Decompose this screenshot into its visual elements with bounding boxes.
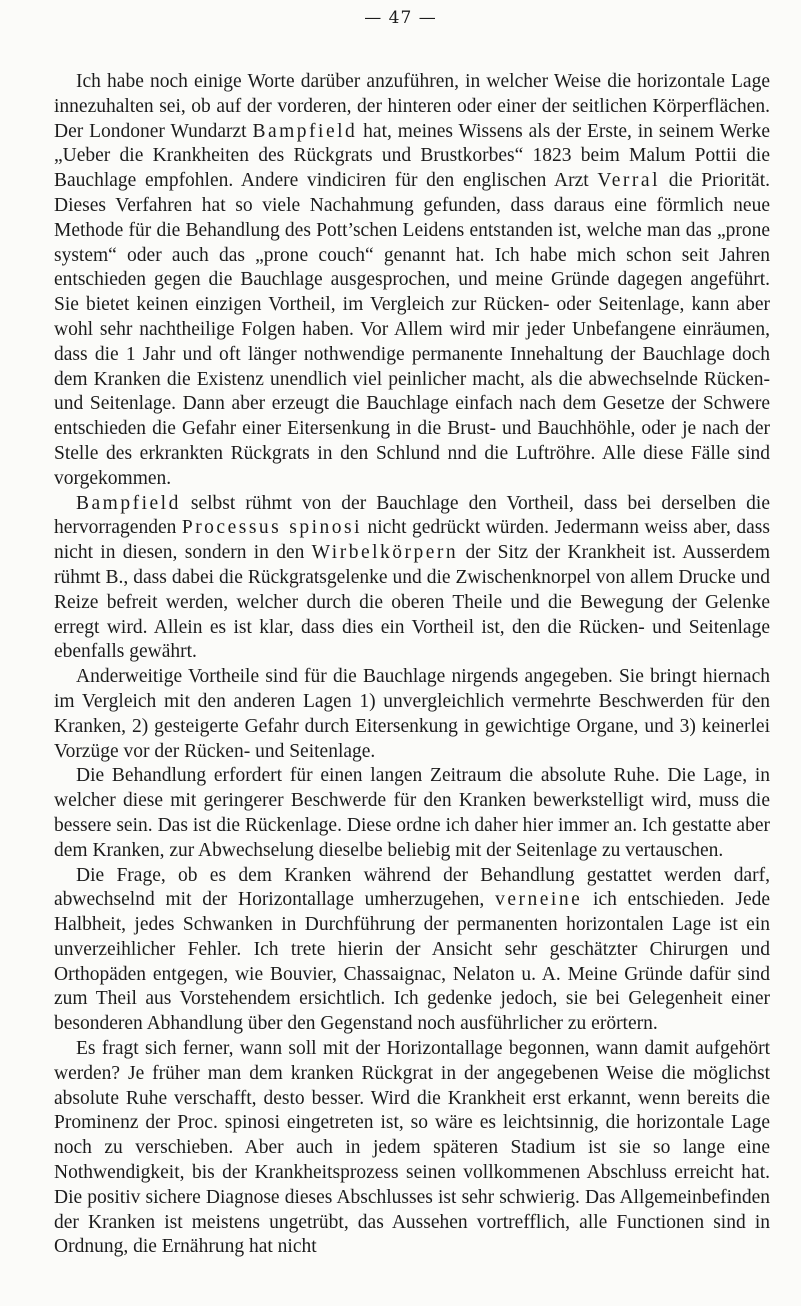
text-segment: die Priorität. Dieses Verfahren hat so viele Nachahmung gefunden, dass daraus eine förmlich neue Methode für die Behandlung des Pott’schen Leidens entstanden ist, welche man das „prone system“ oder auch das „prone couch“ genannt hat. Ich habe mich schon seit Jahren entschieden gegen die Bauchlage ausgesprochen, und meine Gründe dagegen angeführt. Sie bietet keinen einzigen Vortheil, im Vergleich zur Rücken- oder Seitenlage, kann aber wohl sehr nachtheilige Folgen haben. Vor Allem wird mir jeder Unbefangene einräumen, dass die 1 Jahr und oft länger nothwendige permanente Innehaltung der Bauchlage doch dem Kranken die Existenz unendlich viel peinlicher macht, als die abwechselnde Rücken- und Seitenlage. Dann aber erzeugt die Bauchlage einfach nach dem Gesetze der Schwere entschieden die Gefahr einer Eitersenkung in die Brust- und Bauchhöhle, oder je nach der Stelle des erkrankten Rückgrats in den Schlund nnd die Luftröhre. Alle diese Fälle sind vorgekommen. — [54, 170, 770, 489]
text-segment: nicht gedrückt würden. Jedermann weiss aber, dass nicht in diesen, sondern in den — [54, 517, 770, 564]
body-text — [54, 70, 770, 1260]
text-segment: selbst rühmt von der Bauchlage den Vortheil, dass bei derselben die hervorragenden — [54, 492, 770, 539]
page-number: — 47 — — [364, 8, 437, 28]
text-segment: der Sitz der Krankheit ist. Ausserdem rühmt B., dass dabei die Rückgratsgelenke und die Zwischenknorpel von allem Drucke und Reize befreit werden, welcher durch die oberen Theile und die Bewegung der Gelenke erregt wird. Allein es ist klar, dass dies ein Vortheil ist, den die Rücken- und Seitenlage ebenfalls gewährt. — [54, 542, 770, 663]
text-segment: Es fragt sich ferner, wann soll mit der Horizontallage begonnen, wann damit aufgehört werden? Je früher man dem kranken Rückgrat in der angegebenen Weise die möglichst absolute Ruhe verschafft, desto besser. Wird die Krankheit erst erkannt, wenn bereits die Prominenz der Proc. spinosi eingetreten ist, so wäre es leichtsinnig, die horizontale Lage noch zu verschieben. Aber auch in jedem späteren Stadium ist sie so lange eine Nothwendigkeit, bis der Krankheitsprozess seinen vollkommenen Abschluss erreicht hat. Die positiv sichere Diagnose dieses Abschlusses ist sehr schwierig. Das Allgemeinbefinden der Kranken ist meistens ungetrübt, das Aussehen vortrefflich, alle Functionen sind in Ordnung, die Ernährung hat nicht — [54, 1038, 770, 1258]
emphasized-text: Verral — [597, 170, 660, 192]
paragraph — [54, 764, 770, 863]
text-segment: Ich habe noch einige Worte darüber anzuführen, in welcher Weise die horizontale Lage innezuhalten sei, ob auf der vorderen, der hinteren oder einer der seitlichen Körperflächen. Der Londoner Wundarzt — [54, 71, 770, 142]
emphasized-text: Wirbelkörpern — [311, 542, 459, 564]
paragraph — [54, 864, 770, 1038]
paragraph — [54, 70, 770, 492]
paragraph — [54, 665, 770, 764]
text-segment: Die Frage, ob es dem Kranken während der Behandlung gestattet werden darf, abwechselnd mit der Horizontallage umherzugehen, — [54, 864, 770, 911]
emphasized-text: Bampfield — [252, 120, 358, 142]
text-segment: Die Behandlung erfordert für einen langen Zeitraum die absolute Ruhe. Die Lage, in welcher diese mit geringerer Beschwerde für den Kranken bewerkstelligt wird, muss die bessere sein. Das ist die Rückenlage. Diese ordne ich daher hier immer an. Ich gestatte aber dem Kranken, zur Abwechselung dieselbe beliebig mit der Seitenlage zu vertauschen. — [54, 765, 770, 861]
emphasized-text: Bampfield — [76, 492, 181, 514]
paragraph — [54, 1037, 770, 1260]
emphasized-text: verneine — [495, 889, 583, 911]
text-segment: hat, meines Wissens als der Erste, in seinem Werke „Ueber die Krankheiten des Rückgrats und Brustkorbes“ 1823 beim Malum Pottii die Bauchlage empfohlen. Andere vindiciren für den englischen Arzt — [54, 120, 770, 192]
emphasized-text: Processus spinosi — [181, 517, 363, 539]
text-segment: Anderweitige Vortheile sind für die Bauchlage nirgends angegeben. Sie bringt hiernach im Vergleich mit den anderen Lagen 1) unvergleichlich vermehrte Beschwerden für den Kranken, 2) gesteigerte Gefahr durch Eitersenkung in gewichtige Organe, und 3) keinerlei Vorzüge vor der Rücken- und Seitenlage. — [54, 666, 770, 762]
paragraph — [54, 492, 770, 666]
text-segment: ich entschieden. Jede Halbheit, jedes Schwanken in Durchführung der permanenten horizontalen Lage ist ein unverzeihlicher Fehler. Ich trete hierin der Ansicht sehr geschätzter Chirurgen und Orthopäden entgegen, wie Bouvier, Chassaignac, Nelaton u. A. Meine Gründe dafür sind zum Theil aus Vorstehendem ersichtlich. Ich gedenke jedoch, sie bei Gelegenheit einer besonderen Abhandlung über den Gegenstand noch ausführlicher zu erörtern. — [54, 889, 770, 1035]
